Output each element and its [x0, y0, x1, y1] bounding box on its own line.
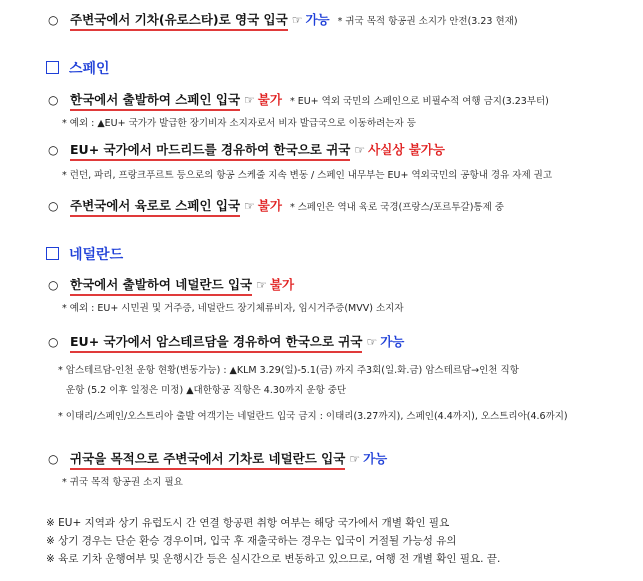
- pointing-hand-icon: ☞: [244, 93, 255, 107]
- status-denied: 불가: [257, 198, 282, 213]
- entry-item-amsterdam-transit: [48, 334, 404, 353]
- item-lead: 주변국에서 기차(유로스타)로 영국 입국: [70, 12, 288, 31]
- nl-train-note: * 귀국 목적 항공권 소지 필요: [62, 477, 183, 488]
- entry-item-nl-from-korea: [48, 277, 294, 296]
- item-lead: EU+ 국가에서 마드리드를 경유하여 한국으로 귀국: [70, 142, 350, 161]
- footer-note-2: ※ 상기 경우는 단순 환승 경우이며, 입국 후 재출국하는 경우는 입국이 거절될 가능성 유의: [46, 535, 457, 547]
- footer-note-1: ※ EU+ 지역과 상기 유럽도시 간 연결 항공편 취항 여부는 해당 국가에서 개별 확인 필요: [46, 517, 450, 529]
- spain-exception-note: * 예외 : ▲EU+ 국가가 발급한 장기비자 소지자로서 비자 발급국으로 이동하려는자 등: [62, 118, 416, 129]
- section-box-icon: [46, 61, 59, 74]
- pointing-hand-icon: ☞: [366, 335, 378, 349]
- footer-note-3: ※ 육로 기차 운행여부 및 운행시간 등은 실시간으로 변동하고 있으므로, 여행 전 개별 확인 필요. 끝.: [46, 553, 501, 565]
- item-note: * 스페인은 역내 육로 국경(프랑스/포르투갈)통제 중: [289, 202, 504, 213]
- amsterdam-ban-note: * 이태리/스페인/오스트리아 출발 여객기는 네덜란드 입국 금지 : 이태리(3.27까지), 스페인(4.4까지), 오스트리아(4.6까지): [58, 411, 568, 422]
- item-lead: 한국에서 출발하여 스페인 입국: [70, 92, 240, 111]
- pointing-hand-icon: ☞: [291, 13, 303, 27]
- item-lead: EU+ 국가에서 암스테르담을 경유하여 한국으로 귀국: [70, 334, 362, 353]
- entry-item-spain-from-korea: [48, 92, 549, 111]
- bullet-circle: ○: [48, 335, 59, 349]
- status-denied: 불가: [269, 277, 295, 292]
- section-heading-spain: [46, 60, 110, 78]
- entry-item-madrid-transit: [48, 142, 445, 161]
- entry-item-nl-train: [48, 451, 387, 470]
- pointing-hand-icon: ☞: [256, 278, 267, 292]
- pointing-hand-icon: ☞: [349, 452, 361, 466]
- bullet-circle: ○: [48, 452, 59, 466]
- bullet-circle: ○: [48, 278, 59, 292]
- status-denied: 불가: [257, 92, 282, 107]
- section-title: 네덜란드: [69, 247, 124, 263]
- status-allowed: 가능: [380, 334, 405, 349]
- bullet-circle: ○: [48, 93, 59, 107]
- madrid-transit-note: * 런던, 파리, 프랑크푸르트 등으로의 항공 스케줄 지속 변동 / 스페인 내무부는 EU+ 역외국민의 공항내 경유 자제 권고: [62, 170, 553, 181]
- section-title: 스페인: [69, 61, 110, 77]
- bullet-circle: ○: [48, 143, 59, 157]
- amsterdam-schedule-line-1: * 암스테르담-인천 운항 현황(변동가능) : ▲KLM 3.29(일)-5.1(금) 까지 주3회(일.화.금) 암스테르담→인천 직항: [58, 365, 519, 376]
- section-box-icon: [46, 247, 59, 260]
- section-heading-netherlands: [46, 246, 123, 264]
- item-note: * EU+ 역외 국민의 스페인으로 비필수적 여행 금지(3.23부터): [289, 96, 549, 107]
- pointing-hand-icon: ☞: [354, 143, 366, 157]
- amsterdam-schedule-line-2: 운항 (5.2 이후 일정은 미정) ▲대한항공 직항은 4.30까지 운항 중단: [66, 385, 347, 396]
- status-allowed: 가능: [363, 451, 388, 466]
- pointing-hand-icon: ☞: [244, 199, 255, 213]
- status-denied: 사실상 불가능: [368, 142, 445, 157]
- nl-exception-note: * 예외 : EU+ 시민권 및 거주증, 네덜란드 장기체류비자, 임시거주증(MVV) 소지자: [62, 303, 404, 314]
- entry-item-uk-train: [48, 12, 518, 31]
- item-lead: 한국에서 출발하여 네덜란드 입국: [70, 277, 252, 296]
- bullet-circle: ○: [48, 199, 59, 213]
- bullet-circle: ○: [48, 13, 59, 27]
- item-lead: 귀국을 목적으로 주변국에서 기차로 네덜란드 입국: [70, 451, 345, 470]
- entry-item-spain-land: [48, 198, 504, 217]
- item-note: * 귀국 목적 항공권 소지가 안전(3.23 현재): [337, 16, 518, 27]
- item-lead: 주변국에서 육로로 스페인 입국: [70, 198, 240, 217]
- status-allowed: 가능: [305, 12, 330, 27]
